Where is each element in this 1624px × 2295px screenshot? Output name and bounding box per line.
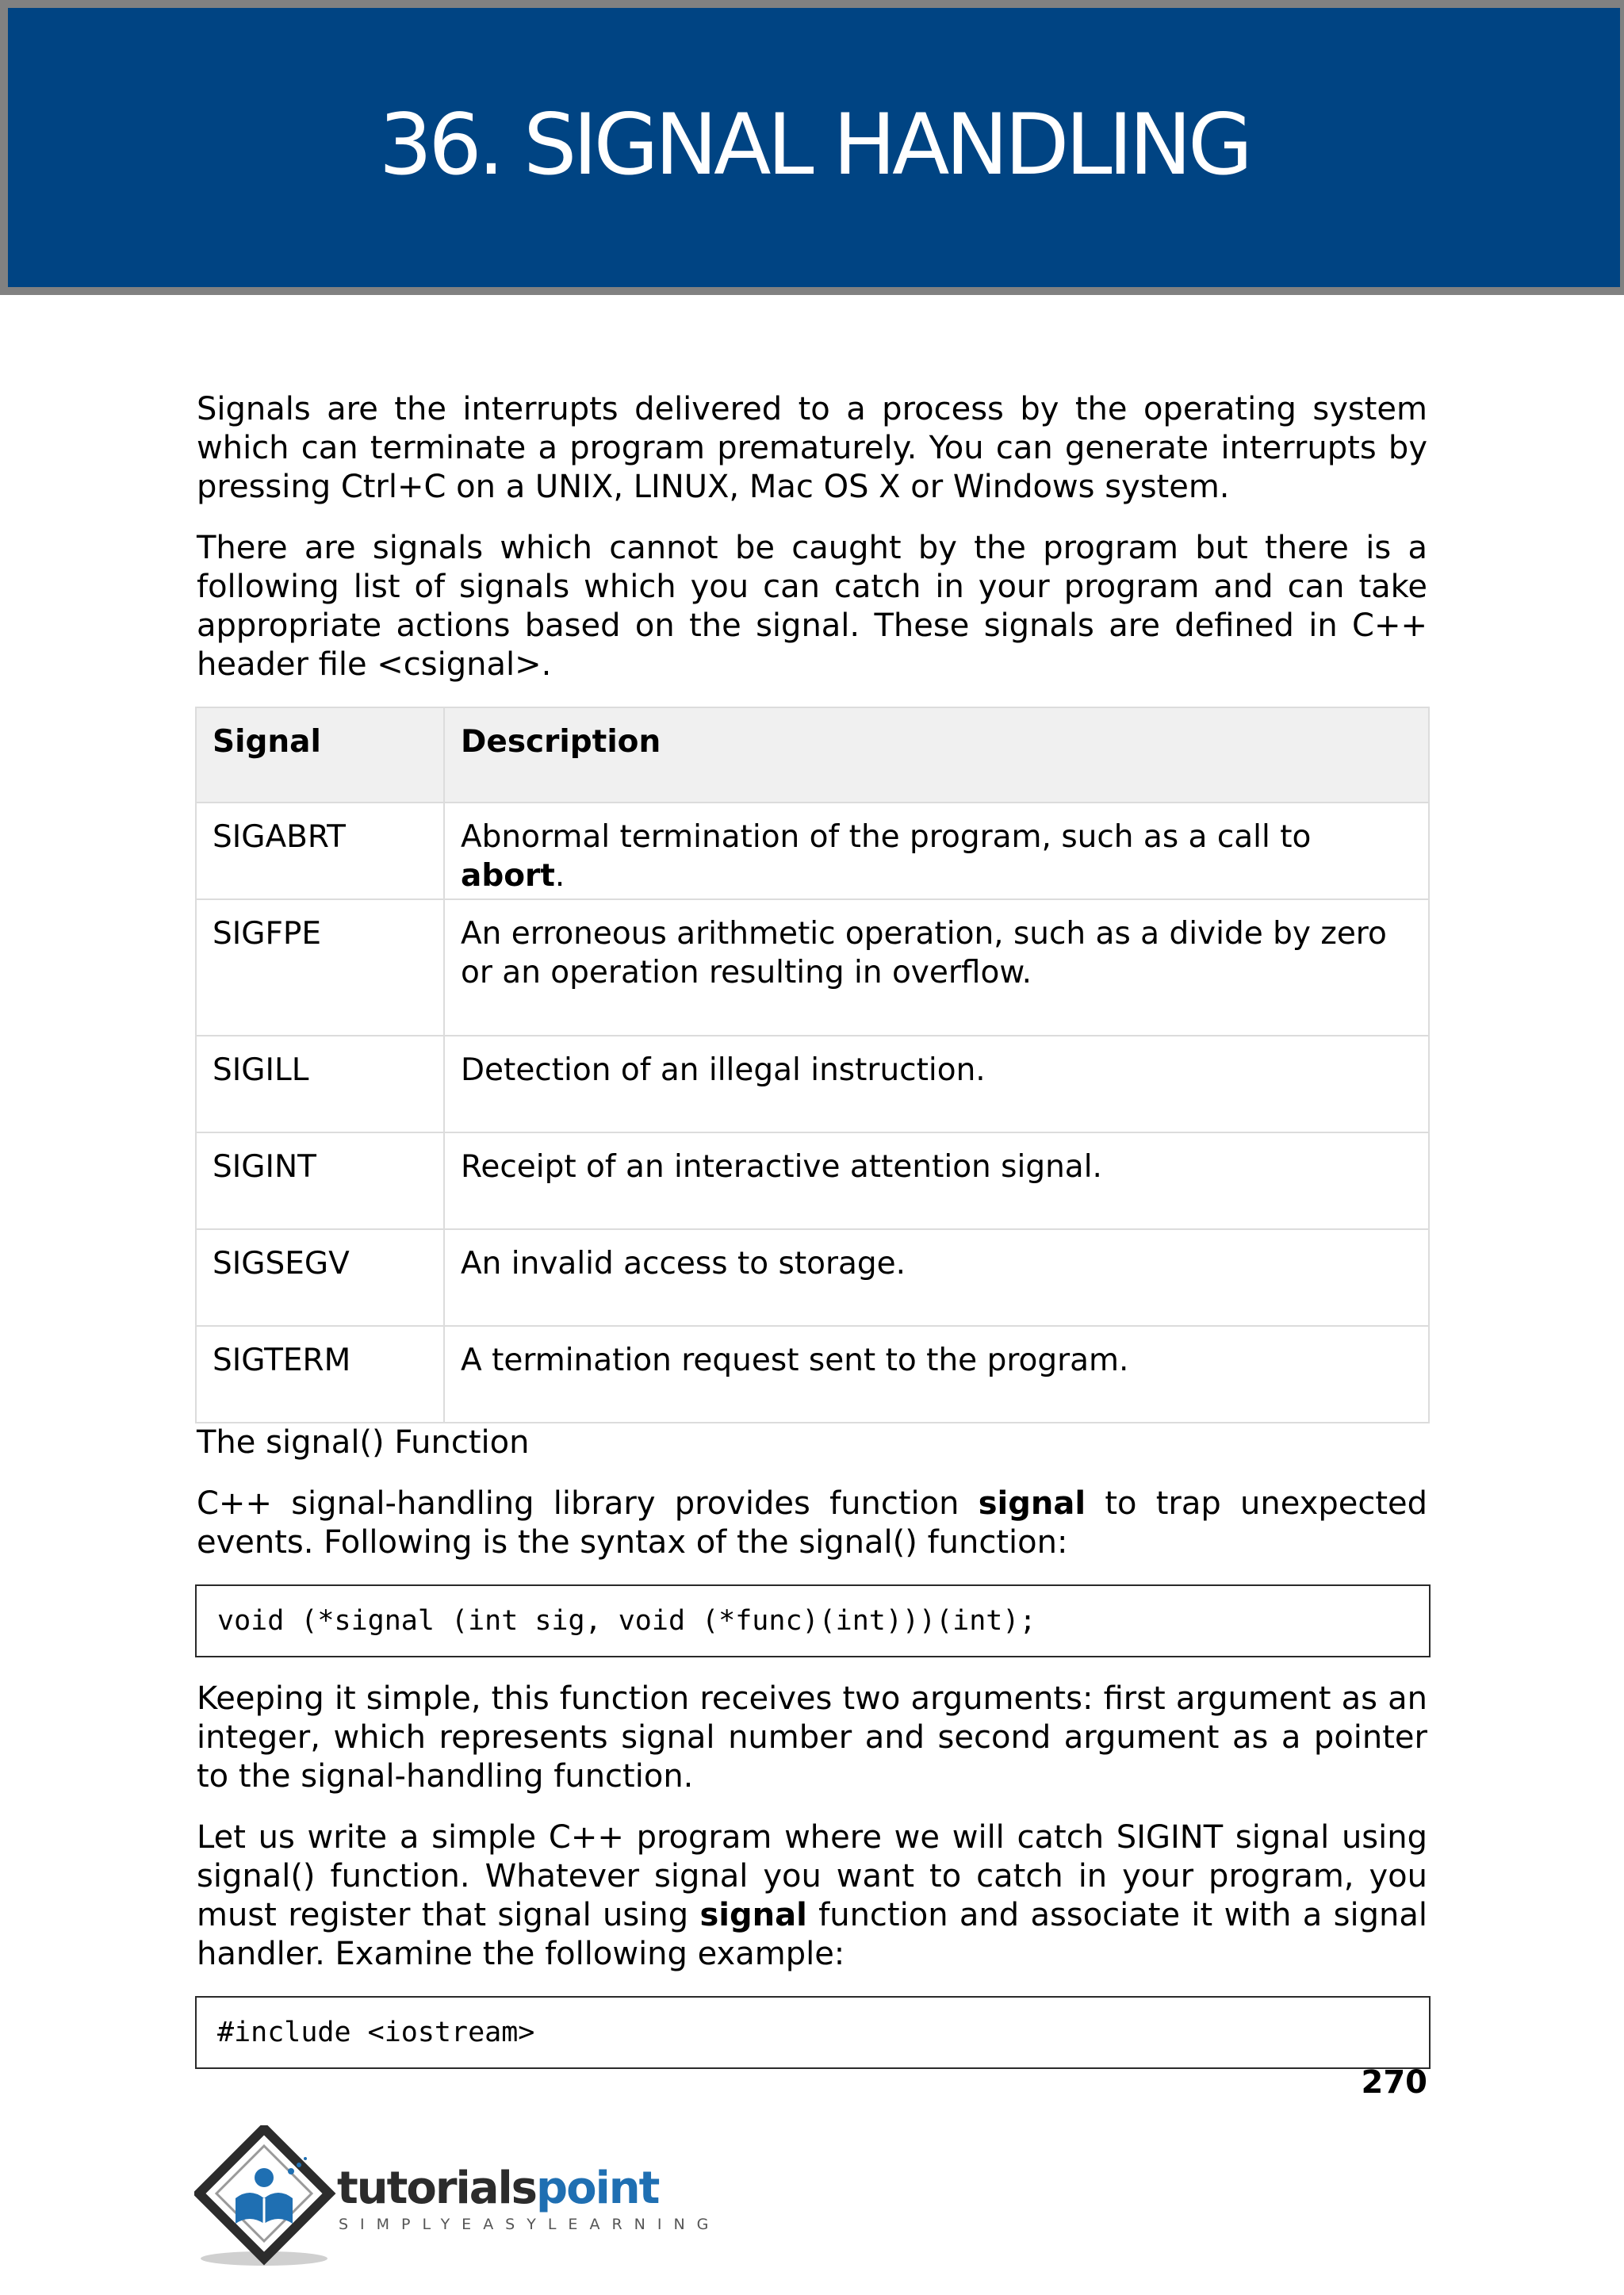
table-row xyxy=(196,1132,1429,1229)
logo-tagline: SIMPLYEASYLEARNING xyxy=(339,2216,721,2233)
column-header-signal: Signal xyxy=(196,707,444,803)
table-row xyxy=(196,1036,1429,1132)
code-line: #include <iostream> xyxy=(217,2016,535,2048)
table-row xyxy=(196,803,1429,899)
signal-name: SIGINT xyxy=(196,1132,444,1229)
signal-description: Receipt of an interactive attention signal. xyxy=(444,1132,1429,1229)
paragraph-text: function and associate it with a signal handler. Examine the following example: xyxy=(197,1897,1427,1972)
table-row xyxy=(196,1326,1429,1423)
logo-wordmark xyxy=(337,2165,658,2213)
signal-name: SIGSEGV xyxy=(196,1229,444,1326)
description-text: Abnormal termination of the program, such as a call to xyxy=(461,819,1312,855)
example-code-block xyxy=(195,1996,1431,2069)
signal-name: SIGTERM xyxy=(196,1326,444,1423)
signal-description: A termination request sent to the program. xyxy=(444,1326,1429,1423)
description-punct: . xyxy=(554,858,565,894)
paragraph-text: Let us write a simple C++ program where we will catch SIGINT signal using signal() function. Whatever signal you want to catch in your program, you must register that signal using xyxy=(197,1819,1427,1933)
intro-paragraph-1: Signals are the interrupts delivered to a process by the operating system which can terminate a program prematurely. You can generate interrupts by pressing Ctrl+C on a UNIX, LINUX, Mac OS X or Windows system. xyxy=(197,391,1427,505)
signal-table xyxy=(195,707,1430,1423)
signal-description xyxy=(444,803,1429,899)
logo-emblem-icon xyxy=(194,2125,345,2268)
column-header-description: Description xyxy=(444,707,1429,803)
table-header-row xyxy=(196,707,1429,803)
table-row xyxy=(196,1229,1429,1326)
syntax-code-block xyxy=(195,1584,1431,1657)
signal-function-paragraph xyxy=(197,1485,1427,1562)
signal-name: SIGFPE xyxy=(196,899,444,1036)
logo-word-point: point xyxy=(536,2163,659,2214)
bold-term-signal: signal xyxy=(978,1485,1086,1522)
signal-description: An erroneous arithmetic operation, such as a divide by zero or an operation resulting in overflow. xyxy=(444,899,1429,1036)
paragraph-text: to trap unexpected events. Following is the syntax of the signal() function: xyxy=(197,1485,1427,1561)
signal-description: Detection of an illegal instruction. xyxy=(444,1036,1429,1132)
signal-name: SIGILL xyxy=(196,1036,444,1132)
arguments-paragraph: Keeping it simple, this function receives two arguments: first argument as an integer, which represents signal number and second argument as a pointer to the signal-handling function. xyxy=(197,1680,1427,1795)
page-content xyxy=(197,390,1427,2091)
code-line: void (*signal (int sig, void (*func)(int)))(int); xyxy=(217,1604,1036,1637)
signal-name: SIGABRT xyxy=(196,803,444,899)
logo-word-tutorials: tutorials xyxy=(337,2163,537,2214)
paragraph-text: C++ signal-handling library provides function xyxy=(197,1485,979,1522)
tutorialspoint-logo xyxy=(194,2125,721,2268)
table-row xyxy=(196,899,1429,1036)
chapter-title: 36. SIGNAL HANDLING xyxy=(378,95,1250,193)
signal-description: An invalid access to storage. xyxy=(444,1229,1429,1326)
chapter-banner xyxy=(0,0,1624,295)
chapter-banner-inner xyxy=(8,8,1620,287)
example-intro-paragraph xyxy=(197,1818,1427,1974)
description-bold-term: abort xyxy=(461,858,555,894)
intro-paragraph-2: There are signals which cannot be caught by the program but there is a following list of signals which you can catch in your program and can take appropriate actions based on the signal. These signals are defined in C++ header file <csignal>. xyxy=(197,530,1427,683)
bold-term-signal: signal xyxy=(699,1897,807,1933)
page-number: 270 xyxy=(1361,2064,1427,2101)
section-heading: The signal() Function xyxy=(197,1424,530,1461)
